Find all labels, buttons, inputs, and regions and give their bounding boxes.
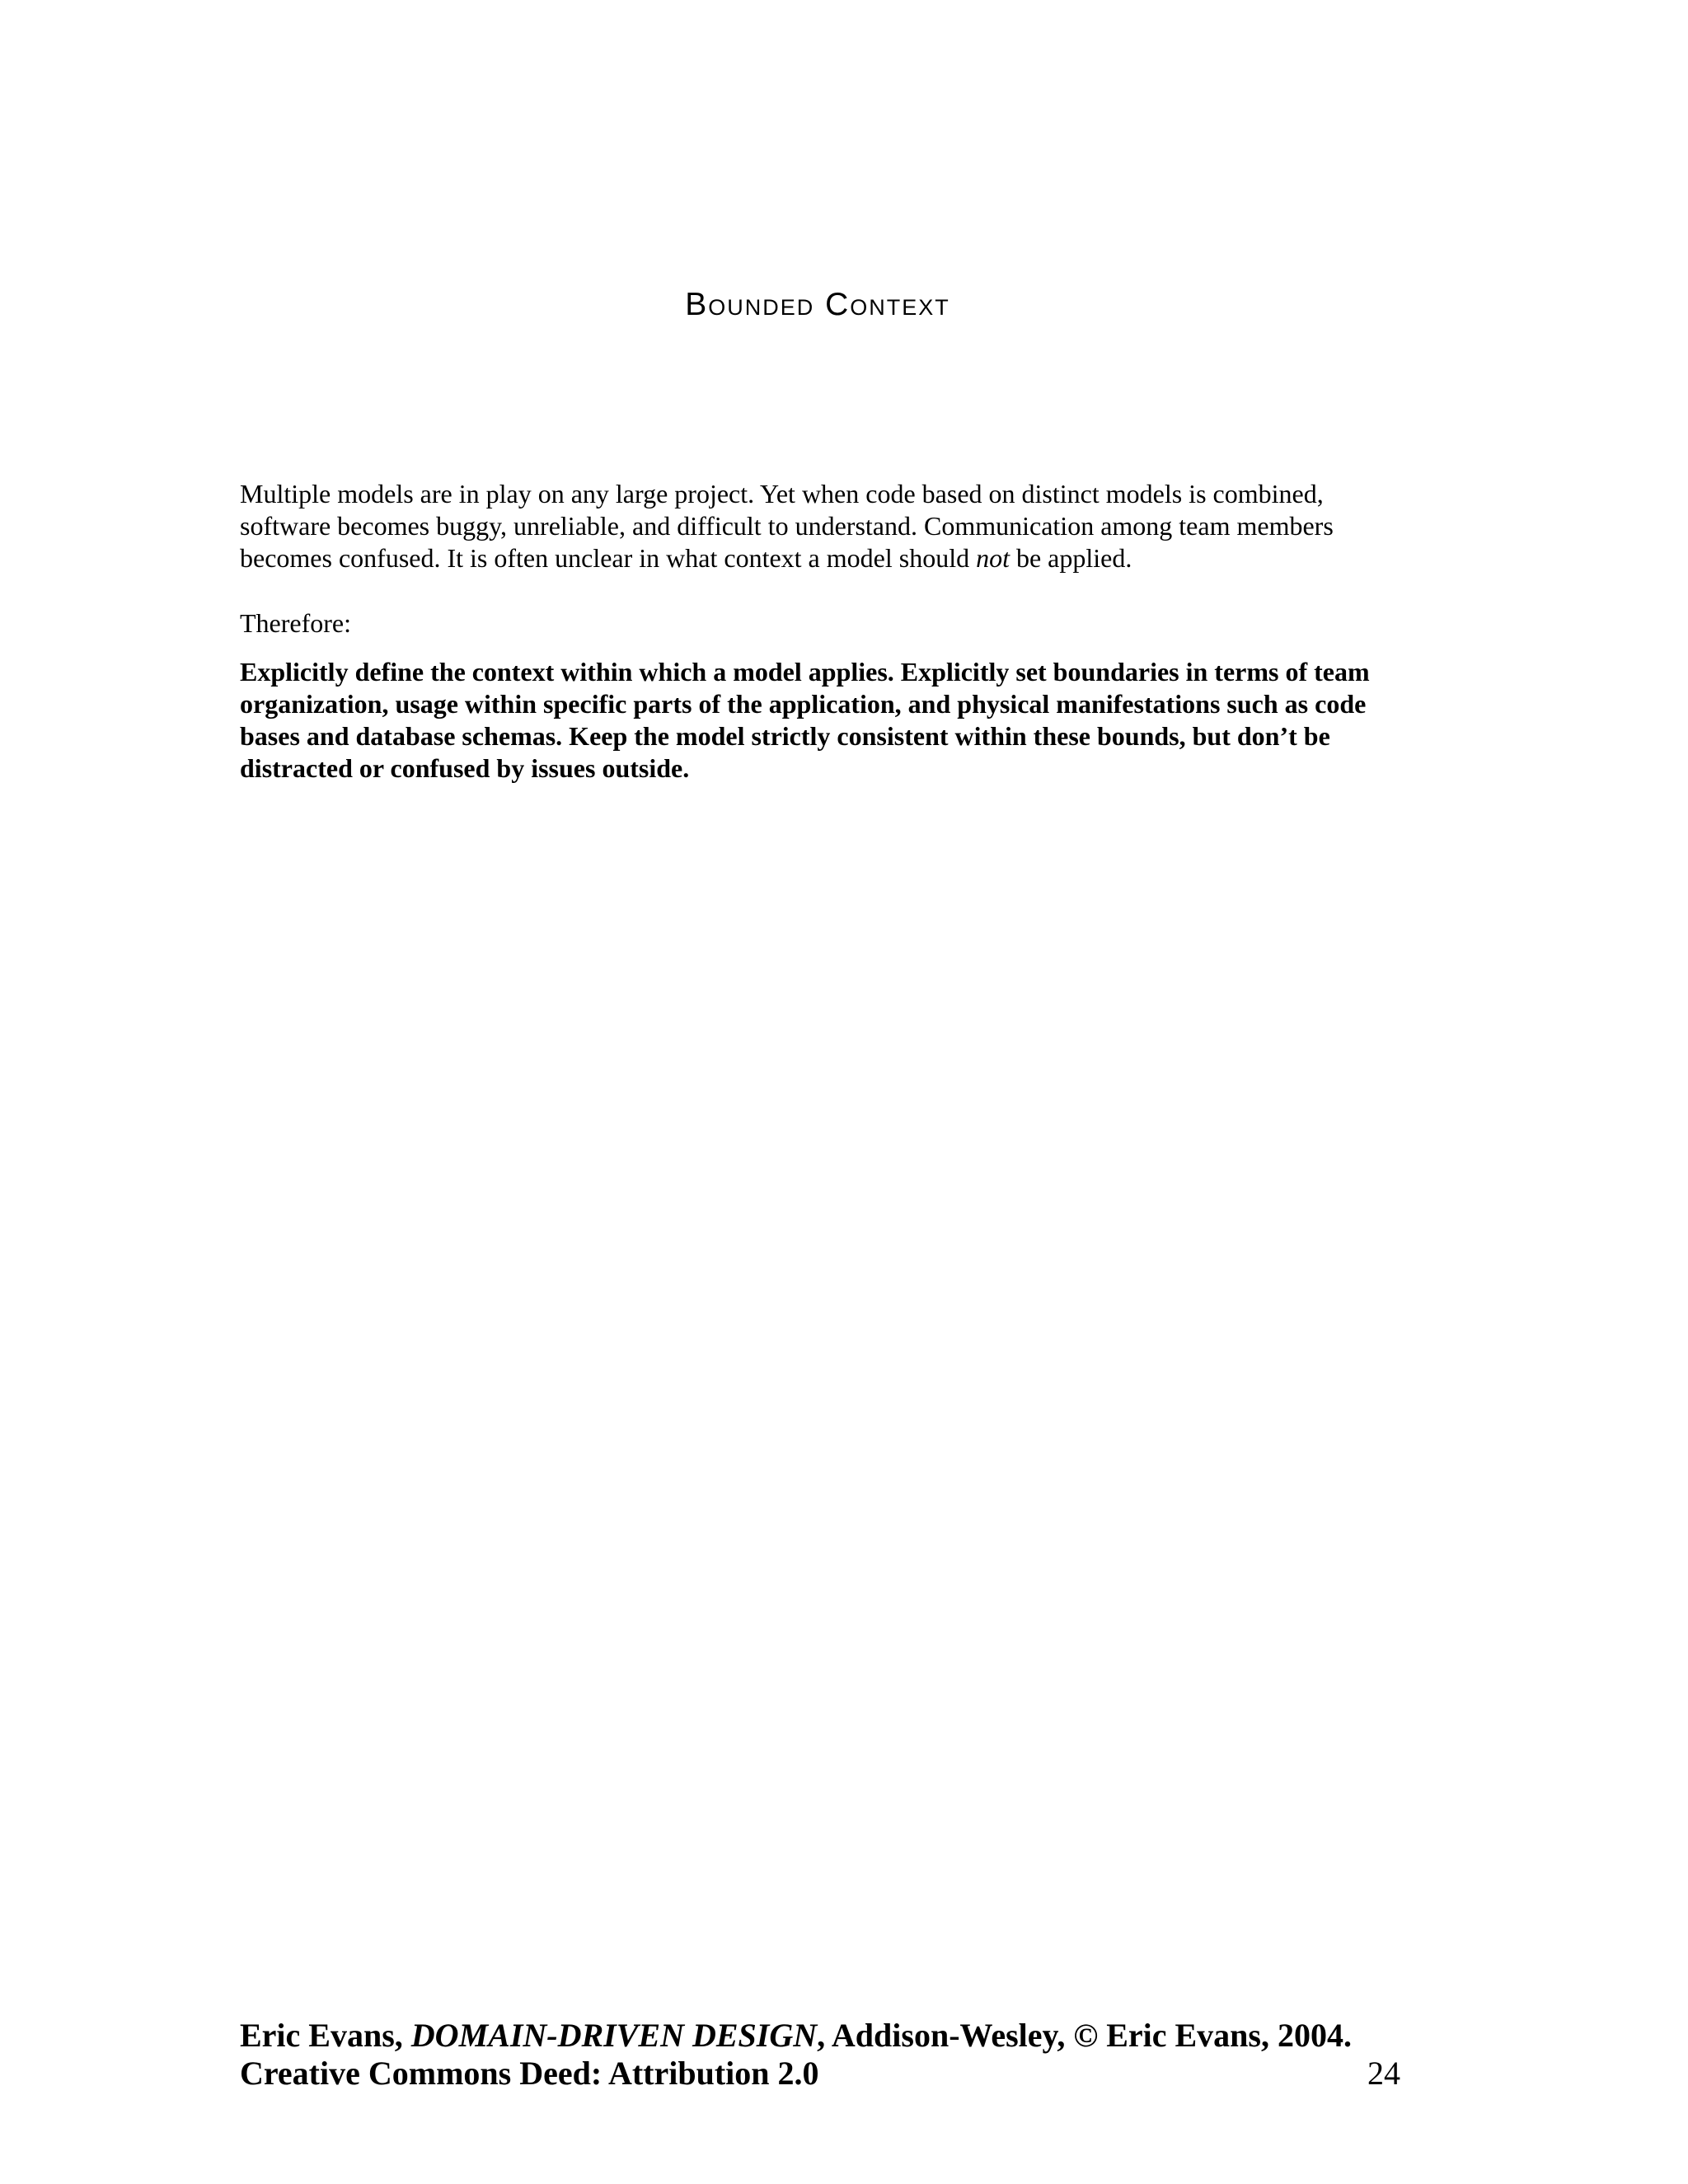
footer-publisher: , Addison-Wesley, © Eric Evans, 2004. bbox=[817, 2017, 1352, 2054]
therefore-label: Therefore: bbox=[240, 608, 352, 638]
footer-author: Eric Evans, bbox=[240, 2017, 411, 2054]
page-footer bbox=[240, 2017, 1400, 2093]
section-title: Bounded Context bbox=[685, 287, 950, 322]
footer-license-row bbox=[240, 2055, 1400, 2093]
footer-license: Creative Commons Deed: Attribution 2.0 bbox=[240, 2055, 819, 2092]
footer-book-title: DOMAIN-DRIVEN DESIGN bbox=[410, 2017, 818, 2054]
intro-text-part1: Multiple models are in play on any large project. Yet when code based on distinct models is combined, software becomes buggy, unreliable, and difficult to understand. Communication among team members becomes confused. It is often unclear in what context a model should bbox=[240, 479, 1334, 573]
page-number: 24 bbox=[1367, 2055, 1400, 2092]
intro-emphasis: not bbox=[976, 543, 1010, 573]
intro-paragraph bbox=[240, 478, 1402, 574]
directive-paragraph: Explicitly define the context within which a model applies. Explicitly set boundaries in terms of team organization, usage within specific parts of the application, and physical manifestations such as code bases and database schemas. Keep the model strictly consistent within these bounds, but don’t be distracted or confused by issues outside. bbox=[240, 657, 1370, 783]
intro-text-part2: be applied. bbox=[1009, 543, 1132, 573]
footer-citation bbox=[240, 2017, 1400, 2055]
